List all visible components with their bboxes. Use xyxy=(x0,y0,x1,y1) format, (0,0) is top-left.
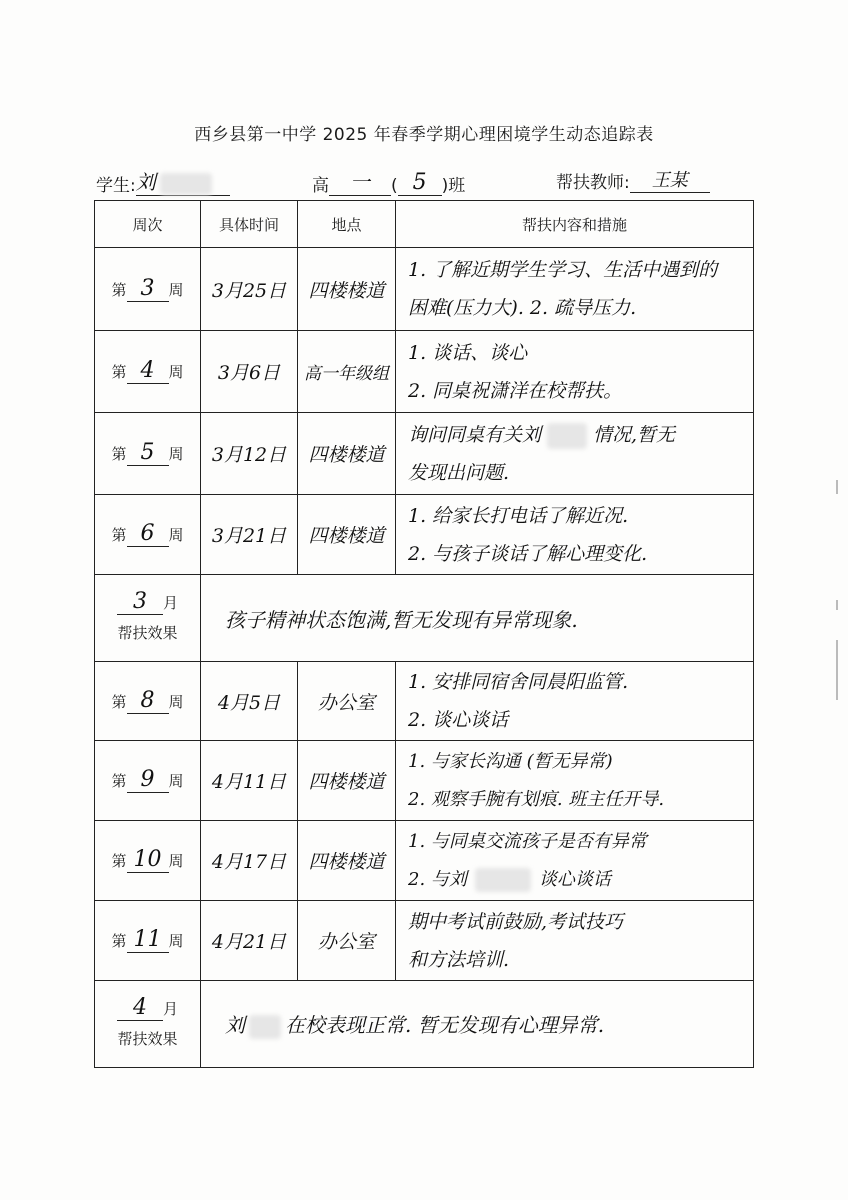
effect-row xyxy=(95,981,754,1068)
col-week: 周次 xyxy=(95,201,201,248)
date-cell: 3月6日 xyxy=(201,331,298,413)
date-cell: 3月25日 xyxy=(201,248,298,331)
date-cell: 3月21日 xyxy=(201,495,298,575)
table-row xyxy=(95,495,754,575)
table-row xyxy=(95,741,754,821)
place-cell: 办公室 xyxy=(298,901,396,981)
student-label: 学生: xyxy=(96,176,136,196)
table-row xyxy=(95,662,754,741)
measures-cell: 1. 给家长打电话了解近况. 2. 与孩子谈话了解心理变化. xyxy=(396,495,754,575)
scan-artifact xyxy=(836,640,838,700)
redaction-blur xyxy=(249,1015,281,1039)
week-cell: 第 9 周 xyxy=(95,741,201,821)
effect-row xyxy=(95,575,754,662)
measures-cell: 1. 安排同宿舍同晨阳监管. 2. 谈心谈话 xyxy=(396,662,754,741)
week-cell: 第 8 周 xyxy=(95,662,201,741)
place-cell: 四楼楼道 xyxy=(298,248,396,331)
table-row xyxy=(95,248,754,331)
teacher-signature: 王某 xyxy=(630,166,710,193)
scan-artifact xyxy=(836,600,838,610)
table-row xyxy=(95,821,754,901)
place-cell: 四楼楼道 xyxy=(298,821,396,901)
measures-cell: 1. 与家长沟通 (暂无异常) 2. 观察手腕有划痕. 班主任开导. xyxy=(396,741,754,821)
place-cell: 四楼楼道 xyxy=(298,413,396,495)
grade-value: 一 xyxy=(329,166,391,196)
week-cell: 第 11 周 xyxy=(95,901,201,981)
table-header-row xyxy=(95,201,754,248)
teacher-label: 帮扶教师: xyxy=(556,173,630,193)
date-cell: 4月5日 xyxy=(201,662,298,741)
place-cell: 四楼楼道 xyxy=(298,495,396,575)
tracking-table xyxy=(94,200,754,1068)
grade-label: 高 xyxy=(312,176,329,196)
date-cell: 4月21日 xyxy=(201,901,298,981)
week-cell: 第 10 周 xyxy=(95,821,201,901)
table-row xyxy=(95,331,754,413)
redaction-blur xyxy=(160,173,212,195)
measures-cell: 1. 了解近期学生学习、生活中遇到的 困难(压力大). 2. 疏导压力. xyxy=(396,248,754,331)
col-date: 具体时间 xyxy=(201,201,298,248)
place-cell: 办公室 xyxy=(298,662,396,741)
week-cell: 第 6 周 xyxy=(95,495,201,575)
class-field: 高 一 ( 5 )班 xyxy=(312,166,465,196)
effect-text: 孩子精神状态饱满,暂无发现有异常现象. xyxy=(201,575,754,662)
effect-month-cell: 3 月 帮扶效果 xyxy=(95,575,201,662)
week-cell: 第 3 周 xyxy=(95,248,201,331)
redaction-blur xyxy=(475,868,531,892)
effect-text: 刘 在校表现正常. 暂无发现有心理异常. xyxy=(201,981,754,1068)
week-cell: 第 4 周 xyxy=(95,331,201,413)
date-cell: 4月11日 xyxy=(201,741,298,821)
student-name: 刘 xyxy=(135,170,156,194)
student-field xyxy=(96,166,230,196)
scan-artifact xyxy=(836,480,838,494)
date-cell: 3月12日 xyxy=(201,413,298,495)
measures-cell: 期中考试前鼓励,考试技巧 和方法培训. xyxy=(396,901,754,981)
table-row xyxy=(95,901,754,981)
document-title: 西乡县第一中学 2025 年春季学期心理困境学生动态追踪表 xyxy=(194,125,654,145)
place-cell: 高一年级组 xyxy=(298,331,396,413)
col-place: 地点 xyxy=(298,201,396,248)
table-row xyxy=(95,413,754,495)
measures-cell: 1. 与同桌交流孩子是否有异常 2. 与刘 谈心谈话 xyxy=(396,821,754,901)
class-label: 班 xyxy=(448,176,466,196)
teacher-field xyxy=(556,166,710,193)
col-measures: 帮扶内容和措施 xyxy=(396,201,754,248)
measures-cell: 询问同桌有关刘 情况,暂无 发现出问题. xyxy=(396,413,754,495)
redaction-blur xyxy=(547,423,587,449)
class-number: 5 xyxy=(398,170,442,196)
week-cell: 第 5 周 xyxy=(95,413,201,495)
place-cell: 四楼楼道 xyxy=(298,741,396,821)
date-cell: 4月17日 xyxy=(201,821,298,901)
measures-cell: 1. 谈话、谈心 2. 同桌祝潇洋在校帮扶。 xyxy=(396,331,754,413)
effect-month-cell: 4 月 帮扶效果 xyxy=(95,981,201,1068)
